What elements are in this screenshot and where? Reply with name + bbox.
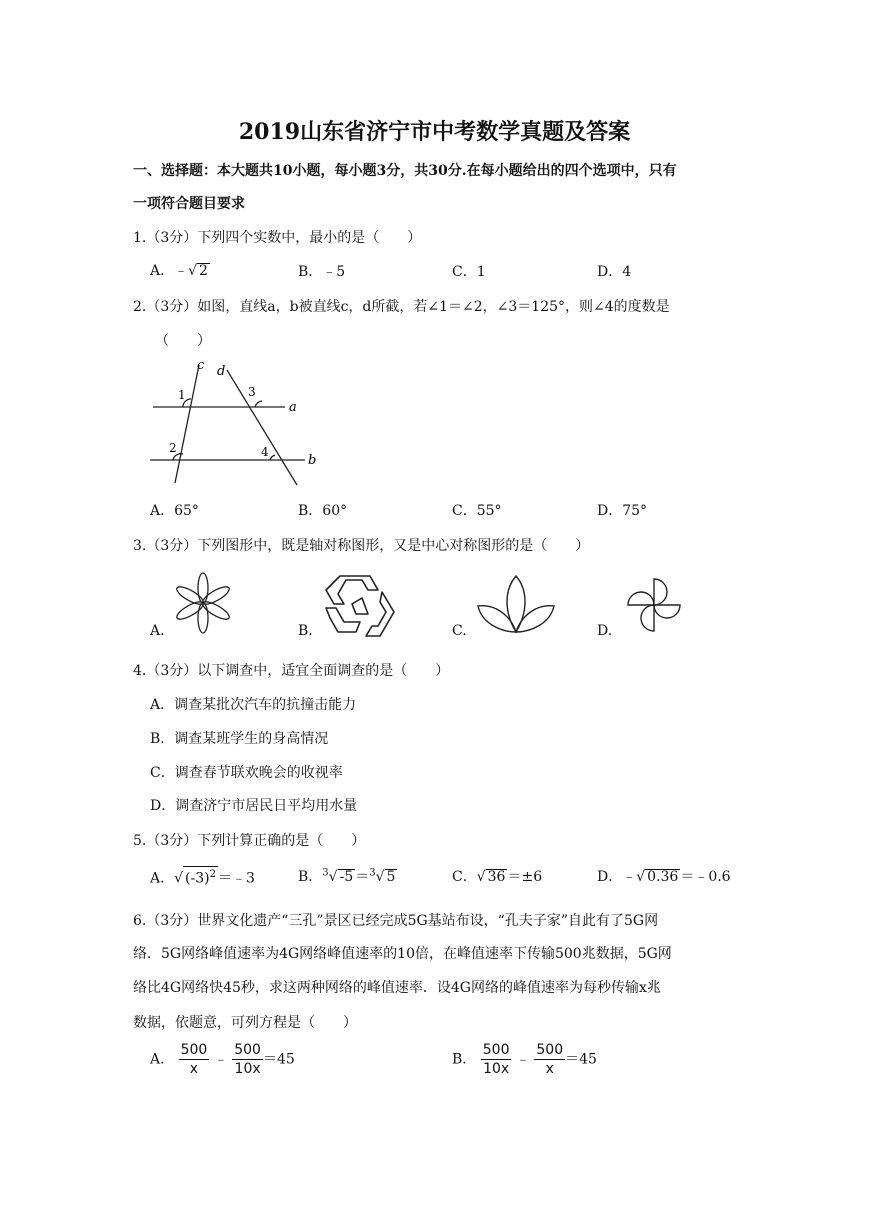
equals-sign: ＝ <box>355 869 370 885</box>
root-index: 3 <box>369 867 376 879</box>
parallel-lines-figure <box>145 355 325 490</box>
result: ＝﹣3 <box>217 870 255 887</box>
section-heading-line2: 一项符合题目要求 <box>133 196 245 212</box>
equation-result: ＝45 <box>262 1051 295 1068</box>
fraction <box>179 1042 210 1077</box>
denominator: 10x <box>483 1061 510 1077</box>
question-5-option-b: B．$^3$√ -5 ＝$^3$√ 5 <box>298 867 396 885</box>
fraction <box>232 1042 263 1077</box>
denominator: x <box>189 1061 199 1077</box>
page-title: 2019山东省济宁市中考数学真题及答案 <box>238 119 631 145</box>
root-index: 3 <box>322 867 329 879</box>
question-1-stem: 1.（3分）下列四个实数中，最小的是（ ） <box>133 230 422 246</box>
minus-sign: ﹣ <box>515 1051 530 1068</box>
numerator: 500 <box>180 1042 208 1058</box>
question-2-stem-cont: （ ） <box>155 333 211 349</box>
question-5-option-a: A．√ $(-3)^2$ ＝﹣3 <box>150 866 255 888</box>
radicand-base: (-3) <box>185 870 210 887</box>
radicand: 0.36 <box>647 869 679 885</box>
lotus-shape-icon <box>474 572 558 638</box>
question-4-option-b: B．调查某班学生的身高情况 <box>150 731 329 747</box>
line-c <box>175 365 199 483</box>
question-6-line-4: 数据，依题意，可列方程是（ ） <box>133 1015 357 1031</box>
label-a: a <box>289 400 297 415</box>
question-3-option-b-label: B. <box>298 623 313 639</box>
question-6-line-3: 络比4G网络快45秒，求这两种网络的峰值速率．设4G网络的峰值速率为每秒传输x兆 <box>133 980 661 996</box>
denominator: x <box>545 1061 554 1077</box>
pinwheel-shape-icon <box>622 573 686 637</box>
question-3-option-a-label: A. <box>150 623 165 639</box>
question-3-option-d-label: D. <box>597 623 613 639</box>
radicand: -5 <box>339 869 354 885</box>
question-4-option-d: D．调查济宁市居民日平均用水量 <box>150 798 358 814</box>
option-label: A． <box>150 263 175 279</box>
question-3-option-c-label: C. <box>452 623 467 639</box>
option-label: D．﹣ <box>597 869 637 885</box>
fraction <box>534 1042 565 1077</box>
question-6-option-a <box>150 1042 295 1077</box>
label-b: b <box>308 453 317 468</box>
radicand: 5 <box>386 869 396 885</box>
question-1-option-a: A．﹣√ 2 <box>150 263 208 279</box>
question-4-option-c: C．调查春节联欢晚会的收视率 <box>150 765 343 781</box>
option-label: A． <box>150 1051 175 1068</box>
recycle-shape-icon <box>322 570 398 640</box>
angle-1-label: 1 <box>178 388 186 402</box>
question-1-option-d: D．4 <box>597 264 632 280</box>
minus-sign: ﹣ <box>213 1051 228 1068</box>
question-6-line-2: 络．5G网络峰值速率为4G网络峰值速率的10倍，在峰值速率下传输500兆数据，5G网 <box>133 946 672 962</box>
option-label: A． <box>150 870 175 887</box>
angle-4-label: 4 <box>261 445 269 459</box>
numerator: 500 <box>234 1042 261 1058</box>
option-label: B． <box>298 869 323 885</box>
question-4-stem: 4.（3分）以下调查中，适宜全面调查的是（ ） <box>133 663 450 679</box>
question-6-line-1: 6.（3分）世界文化遗产“三孔”景区已经完成5G基站布设，“孔夫子家”自此有了5G网 <box>133 913 659 929</box>
denominator: 10x <box>234 1061 261 1077</box>
fraction <box>481 1042 512 1077</box>
exponent: 2 <box>209 869 216 880</box>
question-2-option-a: A．65° <box>150 503 199 519</box>
option-label: C． <box>452 869 477 885</box>
question-5-option-d: D．﹣√ 0.36 ＝﹣0.6 <box>597 869 731 885</box>
equation-result: ＝45 <box>565 1051 597 1068</box>
question-2-stem: 2.（3分）如图，直线a，b被直线c，d所截，若∠1＝∠2，∠3＝125°，则∠4的度数是 <box>133 299 670 315</box>
question-2-option-d: D．75° <box>597 503 648 519</box>
angle-2-label: 2 <box>169 441 177 455</box>
angle-3-label: 3 <box>248 385 256 399</box>
label-d: d <box>217 364 226 379</box>
radicand <box>183 866 218 887</box>
question-3-stem: 3.（3分）下列图形中，既是轴对称图形，又是中心对称图形的是（ ） <box>133 538 590 554</box>
radicand: 2 <box>199 263 208 279</box>
option-label: B． <box>452 1051 477 1068</box>
result: ＝﹣0.6 <box>680 869 731 885</box>
question-2-option-b: B．60° <box>298 503 348 519</box>
result: ＝±6 <box>507 869 543 885</box>
section-heading-line1: 一、选择题：本大题共10小题，每小题3分，共30分.在每小题给出的四个选项中，只有 <box>133 163 677 179</box>
question-2-option-c: C．55° <box>452 503 502 519</box>
question-5-option-c: C．√ 36 ＝±6 <box>452 869 543 885</box>
minus-sign: ﹣ <box>174 263 189 279</box>
question-1-option-b: B．﹣5 <box>298 264 346 280</box>
numerator: 500 <box>482 1042 510 1058</box>
question-1-option-c: C．1 <box>452 264 486 280</box>
question-6-option-b <box>452 1042 597 1077</box>
label-c: c <box>197 358 205 373</box>
numerator: 500 <box>536 1042 564 1058</box>
question-5-stem: 5.（3分）下列计算正确的是（ ） <box>133 833 366 849</box>
line-d <box>227 370 297 485</box>
question-4-option-a: A．调查某批次汽车的抗撞击能力 <box>150 697 357 713</box>
radicand: 36 <box>487 869 506 885</box>
flower-shape-icon <box>170 570 236 636</box>
